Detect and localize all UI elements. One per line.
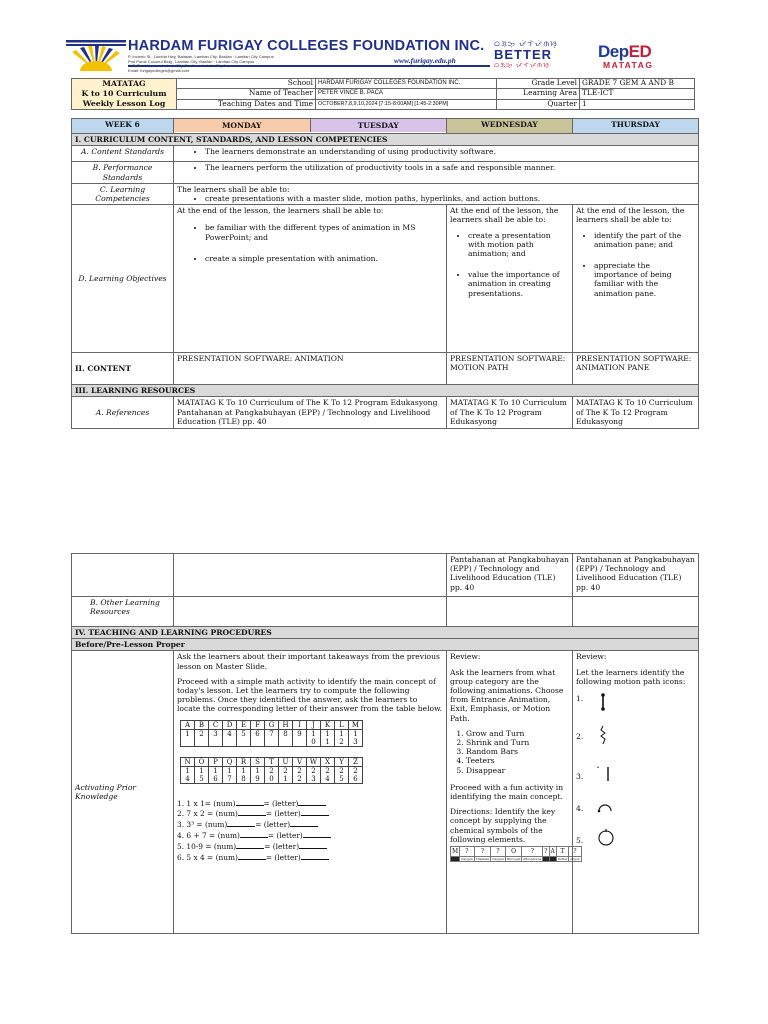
objectives-wednesday (447, 205, 573, 353)
objective-item: • create a simple presentation with animation. (205, 254, 443, 263)
objectives-intro: At the end of the lesson, the learners shall be able to: (450, 206, 559, 225)
symbol-cell: ? (522, 847, 543, 857)
element-cell: Titanium (475, 857, 490, 862)
objectives-mon-tue (174, 205, 447, 353)
letter-cell: F (251, 720, 265, 729)
learning-objectives-label: D. Learning Objectives (72, 205, 174, 353)
element-cell: Oxygen (492, 857, 504, 862)
letter-cell: U (279, 757, 293, 766)
competency-item: • create presentations with a master slide, motion paths, hyperlinks, and action buttons. (205, 194, 695, 203)
activating-mon-tue (174, 651, 447, 934)
symbol-cell: ? (474, 847, 491, 857)
number-cell: 2 (279, 766, 293, 775)
number-cell: 1 (349, 729, 363, 738)
title-line: Weekly Lesson Log (82, 99, 166, 108)
math-problem: 5. 10-9 = (num) = (letter) (177, 841, 443, 852)
icon-number: 2. (576, 732, 584, 742)
references-label: A. References (72, 397, 174, 429)
number-cell: 6 (209, 775, 223, 784)
activity-paragraph: Proceed with a simple math activity to identify the main concept of today's lesson. Let the learners try to compute the following problems. Once they identified the answer, ask the learners to locate the corresponding letter of their answer from the table below. (177, 676, 443, 714)
letter-cell: Y (335, 757, 349, 766)
quarter-label: Quarter (497, 99, 580, 109)
animation-item: 5. Disappear (466, 766, 569, 775)
matatag-logo: MATATAG (603, 60, 654, 70)
letter-cell: P (209, 757, 223, 766)
activity-paragraph: Let the learners identify the following motion path icons: (576, 667, 686, 686)
animation-item: 2. Shrink and Turn (466, 738, 569, 747)
address-line: P. Incierto St., Lumbia Hwy, Batasan, Lamitan City, Basilan · Lamitan City Campus (128, 54, 274, 59)
number-cell (251, 738, 265, 747)
number-cell: 1 (237, 766, 251, 775)
letter-cell: E (237, 720, 251, 729)
symbol-cell: T (556, 847, 568, 857)
other-resources-mon-tue (174, 597, 447, 627)
tuesday-label: TUESDAY (310, 119, 447, 132)
number-cell (195, 738, 209, 747)
grade-label: Grade Level (497, 79, 580, 89)
activity-paragraph: Ask the learners from what group category are the following animations. Choose from Entrance Animation, Exit, Emphasis, or Motion Path. (450, 667, 564, 723)
content-standards-cell (174, 146, 699, 162)
math-problem: 4. 6 + 7 = (num) = (letter) (177, 830, 443, 841)
motion-path-arc-icon (594, 764, 614, 784)
review-label: Review: (450, 652, 481, 662)
performance-standards-text: • The learners perform the utilization of productivity tools in a safe and responsible manner. (205, 163, 695, 172)
activity-paragraph: Proceed with a fun activity in identifying the main concept. (450, 782, 564, 802)
number-cell: 2 (195, 729, 209, 738)
number-cell: 5 (195, 775, 209, 784)
symbol-cell: M (452, 848, 459, 856)
references-continued-thursday: Pantahanan at Pangkabuhayan (EPP) / Technology and Livelihood Education (TLE) pp. 40 (573, 554, 699, 597)
number-cell (293, 738, 307, 747)
references-thursday: MATATAG K To 10 Curriculum of The K To 12 Program Edukasyong (573, 397, 699, 429)
letter-cell: S (251, 757, 265, 766)
symbol-cell: ? (544, 848, 548, 856)
letter-cell: A (181, 720, 195, 729)
number-cell (279, 738, 293, 747)
number-cell: 2 (349, 766, 363, 775)
icon-number: 1. (576, 694, 584, 704)
monday-label: MONDAY (174, 119, 310, 132)
element-cell: Oxygen (461, 857, 473, 862)
letter-cell: C (209, 720, 223, 729)
number-cell: 1 (181, 729, 195, 738)
activity-paragraph: Directions: Identify the key concept by supplying the chemical symbols of the following elements. (450, 807, 556, 844)
activating-wednesday (447, 651, 580, 934)
letter-cell: H (279, 720, 293, 729)
letter-cell: I (293, 720, 307, 729)
title-line: K to 10 Curriculum (81, 89, 167, 98)
math-problems (177, 798, 443, 863)
number-cell: 5 (237, 729, 251, 738)
references-continued-mon-tue (174, 554, 447, 597)
number-cell: 6 (251, 729, 265, 738)
number-cell: 1 (279, 775, 293, 784)
address-line: Email: furigaycolleges@gmail.com (128, 67, 190, 73)
content-wednesday: PRESENTATION SOFTWARE: MOTION PATH (447, 353, 573, 385)
letter-cell: X (321, 757, 335, 766)
number-cell: 3 (307, 775, 321, 784)
letter-cell: V (293, 757, 307, 766)
performance-standards-cell (174, 162, 699, 183)
motion-path-circle-icon (596, 827, 616, 847)
address-line: Pnd Purok Coconut Bldg., Lamitan City, Basilan · Lamitan City Campus (128, 58, 255, 64)
monday-header (174, 119, 447, 134)
element-cell: Phosphorus (523, 857, 542, 862)
number-cell: 1 (223, 766, 237, 775)
content-thursday: PRESENTATION SOFTWARE: ANIMATION PANE (573, 353, 699, 385)
objectives-intro: At the end of the lesson, the learners shall be able to: (177, 206, 384, 216)
school-label: School (177, 79, 316, 89)
letter-cell: B (195, 720, 209, 729)
letter-cell: Z (349, 757, 363, 766)
bagong-pilipinas-logo (494, 40, 586, 72)
symbol-cell: A (550, 848, 555, 856)
element-cell (451, 857, 460, 862)
objective-item: • value the importance of animation in creating presentations. (468, 270, 569, 298)
letter-cell: K (321, 720, 335, 729)
learning-competencies-label: C. Learning Competencies (72, 183, 174, 204)
other-resources-thursday (573, 597, 699, 627)
objectives-thursday (573, 205, 699, 353)
thursday-header: THURSDAY (573, 119, 699, 134)
objectives-intro: At the end of the lesson, the learners shall be able to: (576, 206, 685, 225)
icon-number: 5. (576, 836, 584, 846)
number-cell: 2 (321, 766, 335, 775)
element-cell: Sulfur (557, 857, 568, 862)
letter-number-table-1 (180, 720, 363, 747)
title-line: MATATAG (102, 79, 146, 88)
objective-item: • appreciate the importance of being familiar with the animation pane. (594, 261, 695, 298)
activity-paragraph: Ask the learners about their important takeaways from the previous lesson on Master Slide. (177, 652, 440, 671)
number-cell: 1 (209, 766, 223, 775)
letter-cell: W (307, 757, 321, 766)
number-cell: 3 (209, 729, 223, 738)
deped-logo: DepED (598, 42, 652, 61)
number-cell: 4 (321, 775, 335, 784)
references-wednesday: MATATAG K To 10 Curriculum of The K To 12 Program Edukasyong (447, 397, 573, 429)
teacher-value: PETER VINCE B. PACA (316, 89, 497, 99)
references-continued-wednesday: Pantahanan at Pangkabuhayan (EPP) / Technology and Livelihood Education (TLE) pp. 40 (447, 554, 573, 597)
letter-cell: D (223, 720, 237, 729)
activating-prior-knowledge-label: Activating Prior Knowledge (72, 651, 174, 934)
number-cell: 9 (293, 729, 307, 738)
other-resources-label: B. Other Learning Resources (72, 597, 174, 627)
school-website: www.furigay.edu.ph (394, 56, 456, 65)
lesson-plan-table-page2 (71, 553, 699, 934)
number-cell: 2 (335, 766, 349, 775)
number-cell (181, 738, 195, 747)
symbol-cell: ? (491, 847, 505, 857)
symbol-cell: ? (460, 847, 474, 857)
letter-number-table-2 (180, 757, 363, 784)
section-2-heading: II. CONTENT (72, 353, 174, 385)
number-cell: 2 (307, 766, 321, 775)
references-mon-tue: MATATAG K To 10 Curriculum of The K To 12 Program Edukasyong Pantahanan at Pangkabuhayan (EPP) / Technology and Livelihood Education (TLE) pp. 40 (174, 397, 447, 429)
review-label: Review: (576, 652, 607, 662)
symbol-cell: ? (569, 847, 581, 857)
section-1-heading: I. CURRICULUM CONTENT, STANDARDS, AND LESSON COMPETENCIES (72, 134, 699, 146)
number-cell: 2 (265, 766, 279, 775)
number-cell: 1 (307, 729, 321, 738)
letter-cell: R (237, 757, 251, 766)
school-name-heading: HARDAM FURIGAY COLLEGES FOUNDATION INC. (128, 38, 485, 54)
math-problem: 3. 3³ = (num) = (letter) (177, 819, 443, 830)
logo-better: BETTER (494, 47, 552, 62)
competency-intro: The learners shall be able to: (177, 184, 290, 194)
area-label: Learning Area (497, 89, 580, 99)
logo-script-top: ᜊᜄᜓᜅ᜔ ᜉᜒᜎᜒᜉᜒᜈᜐ᜔ (494, 41, 558, 48)
number-cell: 2 (293, 775, 307, 784)
content-standards-label: A. Content Standards (72, 146, 174, 162)
number-cell (237, 738, 251, 747)
other-resources-wednesday (447, 597, 573, 627)
letter-cell: J (307, 720, 321, 729)
objective-item: • create a presentation with motion path animation; and (468, 231, 569, 259)
dates-value: OCTOBER7,8,9,10,2024 [7:15-8:00AM] [1:45-2:30PM] (316, 99, 497, 109)
week-header: WEEK 6 (72, 119, 174, 134)
learning-competencies-cell (174, 183, 699, 204)
number-cell (223, 738, 237, 747)
number-cell: 8 (237, 775, 251, 784)
number-cell: 9 (251, 775, 265, 784)
motion-path-icons (576, 692, 695, 862)
wednesday-header: WEDNESDAY (447, 119, 573, 134)
grade-value: GRADE 7 GEM A AND B (580, 79, 695, 89)
content-standards-text: • The learners demonstrate an understanding of using productivity software. (205, 147, 695, 156)
references-continued-label (72, 554, 174, 597)
motion-path-turn-icon (596, 798, 614, 814)
letter-cell: M (349, 720, 363, 729)
objective-item: • be familiar with the different types of animation in MS PowerPoint; and (205, 223, 443, 241)
area-value: TLE-ICT (580, 89, 695, 99)
icon-number: 4. (576, 804, 584, 814)
section-4-heading: IV. TEACHING AND LEARNING PROCEDURES (72, 627, 699, 639)
section-3-heading: III. LEARNING RESOURCES (72, 385, 699, 397)
lesson-log-title (72, 79, 177, 110)
school-value: HARDAM FURIGAY COLLEGES FOUNDATION INC. (316, 79, 497, 89)
header-rule (128, 65, 490, 67)
motion-path-zigzag-icon (598, 724, 608, 746)
lesson-plan-table-page1 (71, 118, 699, 429)
number-cell: 7 (265, 729, 279, 738)
number-cell: 8 (279, 729, 293, 738)
animation-item: 3. Random Bars (466, 747, 569, 756)
icon-number: 3. (576, 772, 584, 782)
content-mon-tue: PRESENTATION SOFTWARE: ANIMATION (174, 353, 447, 385)
sunburst-logo (66, 38, 126, 72)
number-cell: 1 (321, 738, 335, 747)
number-cell: 2 (335, 738, 349, 747)
before-lesson-heading: Before/Pre-Lesson Proper (72, 639, 699, 651)
number-cell (265, 738, 279, 747)
element-cell (549, 857, 556, 862)
letter-cell: O (195, 757, 209, 766)
number-cell: 1 (335, 729, 349, 738)
number-cell: 4 (223, 729, 237, 738)
math-problem: 2. 7 x 2 = (num) = (letter) (177, 808, 443, 819)
letter-cell: N (181, 757, 195, 766)
number-cell: 0 (265, 775, 279, 784)
number-cell: 2 (293, 766, 307, 775)
logo-script-bottom: ᜊᜄᜓᜅ᜔ ᜉᜒᜎᜒᜉᜒᜈᜐ᜔ (494, 63, 550, 69)
lesson-info-table (71, 78, 695, 110)
number-cell: 1 (321, 729, 335, 738)
teacher-label: Name of Teacher (177, 89, 316, 99)
letter-cell: G (265, 720, 279, 729)
symbol-cell: O (505, 847, 522, 857)
element-cell: Nitrogen (506, 857, 521, 862)
quarter-value: 1 (580, 99, 695, 109)
number-cell: 7 (223, 775, 237, 784)
chemical-symbols-table (450, 846, 582, 862)
performance-standards-label: B. Performance Standards (72, 162, 174, 183)
animation-item: 4. Teeters (466, 756, 569, 765)
dates-label: Teaching Dates and Time (177, 99, 316, 109)
number-cell: 6 (349, 775, 363, 784)
number-cell (209, 738, 223, 747)
number-cell: 1 (195, 766, 209, 775)
letter-cell: L (335, 720, 349, 729)
number-cell: 1 (181, 766, 195, 775)
math-problem: 6. 5 x 4 = (num) = (letter) (177, 852, 443, 863)
activating-thursday (573, 651, 699, 934)
letter-cell: T (265, 757, 279, 766)
number-cell: 5 (335, 775, 349, 784)
math-problem: 1. 1 x 1= (num) = (letter) (177, 798, 443, 809)
objective-item: • identify the part of the animation pane; and (594, 231, 695, 249)
number-cell: 0 (307, 738, 321, 747)
number-cell: 4 (181, 775, 195, 784)
number-cell: 3 (349, 738, 363, 747)
motion-path-line-icon (598, 692, 608, 712)
element-cell: Argon (570, 857, 580, 862)
letter-cell: Q (223, 757, 237, 766)
animation-item: 1. Grow and Turn (466, 729, 569, 738)
number-cell: 1 (251, 766, 265, 775)
